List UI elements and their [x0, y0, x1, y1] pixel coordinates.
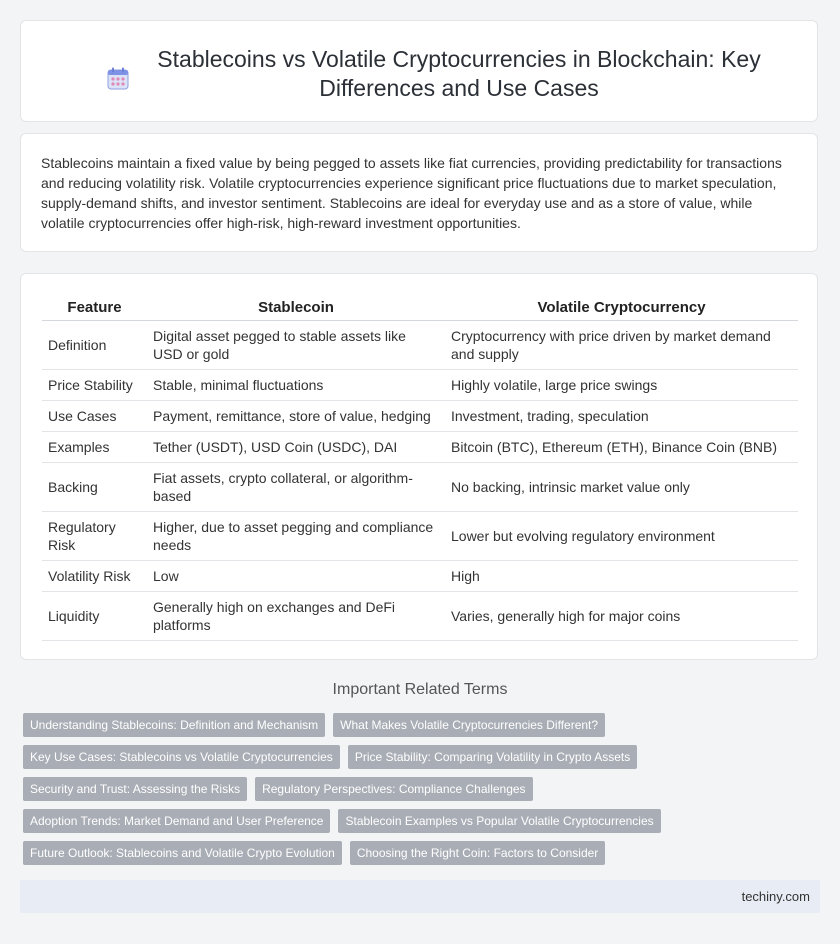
- table-cell: Fiat assets, crypto collateral, or algorithm-based: [147, 463, 445, 512]
- header-feature: Feature: [42, 294, 147, 321]
- related-term-link[interactable]: Adoption Trends: Market Demand and User Preference: [23, 809, 330, 833]
- comparison-table: [42, 294, 798, 641]
- table-cell: Varies, generally high for major coins: [445, 592, 798, 641]
- related-term-link[interactable]: Regulatory Perspectives: Compliance Challenges: [255, 777, 532, 801]
- table-cell: No backing, intrinsic market value only: [445, 463, 798, 512]
- footer-site-link[interactable]: techiny.com: [741, 889, 810, 904]
- calendar-icon: [107, 67, 129, 91]
- table-row: [42, 321, 798, 370]
- table-cell: Cryptocurrency with price driven by market demand and supply: [445, 321, 798, 370]
- table-cell: Investment, trading, speculation: [445, 401, 798, 432]
- table-cell: Use Cases: [42, 401, 147, 432]
- table-cell: Volatility Risk: [42, 561, 147, 592]
- table-cell: Bitcoin (BTC), Ethereum (ETH), Binance Coin (BNB): [445, 432, 798, 463]
- related-term-link[interactable]: Choosing the Right Coin: Factors to Consider: [350, 841, 605, 865]
- table-cell: Digital asset pegged to stable assets like USD or gold: [147, 321, 445, 370]
- table-row: [42, 561, 798, 592]
- related-term-link[interactable]: Future Outlook: Stablecoins and Volatile Crypto Evolution: [23, 841, 342, 865]
- related-term-link[interactable]: Stablecoin Examples vs Popular Volatile Cryptocurrencies: [338, 809, 660, 833]
- related-term-link[interactable]: What Makes Volatile Cryptocurrencies Different?: [333, 713, 605, 737]
- related-terms-list: [23, 713, 723, 873]
- related-term-link[interactable]: Understanding Stablecoins: Definition and Mechanism: [23, 713, 325, 737]
- table-cell: Backing: [42, 463, 147, 512]
- related-term-link[interactable]: Key Use Cases: Stablecoins vs Volatile Cryptocurrencies: [23, 745, 340, 769]
- table-row: [42, 512, 798, 561]
- table-row: [42, 401, 798, 432]
- table-cell: Generally high on exchanges and DeFi platforms: [147, 592, 445, 641]
- table-row: [42, 432, 798, 463]
- table-cell: Regulatory Risk: [42, 512, 147, 561]
- page-title: Stablecoins vs Volatile Cryptocurrencies in Blockchain: Key Differences and Use Cases: [157, 46, 761, 101]
- table-cell: Low: [147, 561, 445, 592]
- header-stablecoin: Stablecoin: [147, 294, 445, 321]
- related-term-link[interactable]: Price Stability: Comparing Volatility in Crypto Assets: [348, 745, 637, 769]
- footer: [20, 880, 820, 913]
- table-cell: Payment, remittance, store of value, hedging: [147, 401, 445, 432]
- table-cell: Price Stability: [42, 370, 147, 401]
- table-cell: High: [445, 561, 798, 592]
- table-cell: Lower but evolving regulatory environment: [445, 512, 798, 561]
- related-term-link[interactable]: Security and Trust: Assessing the Risks: [23, 777, 247, 801]
- table-cell: Stable, minimal fluctuations: [147, 370, 445, 401]
- table-cell: Tether (USDT), USD Coin (USDC), DAI: [147, 432, 445, 463]
- title-card: [20, 20, 818, 122]
- summary-card: [20, 133, 818, 252]
- comparison-card: [20, 273, 818, 660]
- table-row: [42, 592, 798, 641]
- header-volatile: Volatile Cryptocurrency: [445, 294, 798, 321]
- table-cell: Examples: [42, 432, 147, 463]
- table-row: [42, 463, 798, 512]
- related-terms-title: Important Related Terms: [332, 681, 508, 698]
- table-cell: Definition: [42, 321, 147, 370]
- table-cell: Liquidity: [42, 592, 147, 641]
- table-header-row: [42, 294, 798, 321]
- table-cell: Higher, due to asset pegging and compliance needs: [147, 512, 445, 561]
- summary-text: Stablecoins maintain a fixed value by being pegged to assets like fiat currencies, providing predictability for transactions and reducing volatility risk. Volatile cryptocurrencies experience significant price fluctuations due to market speculation, supply-demand shifts, and investor sentiment. Stablecoins are ideal for everyday use and as a store of value, while volatile cryptocurrencies offer high-risk, high-reward investment opportunities.: [41, 155, 782, 231]
- table-row: [42, 370, 798, 401]
- table-cell: Highly volatile, large price swings: [445, 370, 798, 401]
